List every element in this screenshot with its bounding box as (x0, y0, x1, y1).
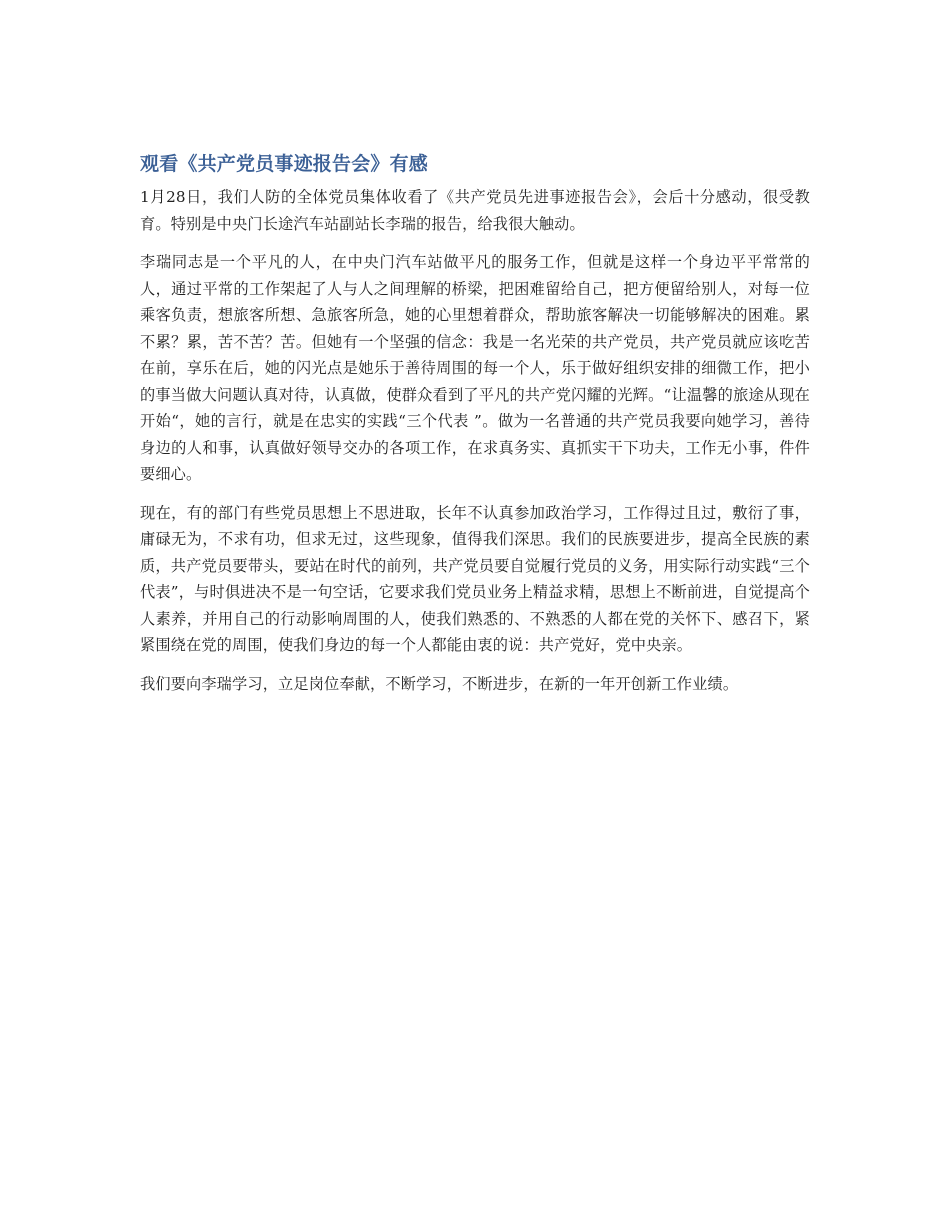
document-page (140, 148, 810, 709)
paragraph-reflection: 现在，有的部门有些党员思想上不思进取，长年不认真参加政治学习，工作得过且过，敷衍了事，庸碌无为，不求有功，但求无过，这些现象，值得我们深思。我们的民族要进步，提高全民族的素质，共产党员要带头，要站在时代的前列，共产党员要自觉履行党员的义务，用实际行动实践“三个代表”，与时俱进决不是一句空话，它要求我们党员业务上精益求精，思想上不断前进，自觉提高个人素养，并用自己的行动影响周围的人，使我们熟悉的、不熟悉的人都在党的关怀下、感召下，紧紧围绕在党的周围，使我们身边的每一个人都能由衷的说：共产党好，党中央亲。 (140, 503, 810, 654)
paragraph-conclusion: 我们要向李瑞学习，立足岗位奉献，不断学习，不断进步，在新的一年开创新工作业绩。 (140, 674, 739, 693)
paragraph-intro: 1月28日，我们人防的全体党员集体收看了《共产党员先进事迹报告会》，会后十分感动，很受教育。特别是中央门长途汽车站副站长李瑞的报告，给我很大触动。 (140, 188, 810, 233)
document-title: 观看《共产党员事迹报告会》有感 (140, 153, 429, 175)
paragraph-li-rui: 李瑞同志是一个平凡的人，在中央门汽车站做平凡的服务工作，但就是这样一个身边平平常常的人，通过平常的工作架起了人与人之间理解的桥梁，把困难留给自己，把方便留给别人，对每一位乘客负责，想旅客所想、急旅客所急，她的心里想着群众，帮助旅客解决一切能够解决的困难。累不累？累，苦不苦？苦。但她有一个坚强的信念：我是一名光荣的共产党员，共产党员就应该吃苦在前，享乐在后，她的闪光点是她乐于善待周围的每一个人，乐于做好组织安排的细微工作，把小的事当做大问题认真对待，认真做，使群众看到了平凡的共产党闪耀的光辉。“让温馨的旅途从现在开始“，她的言行，就是在忠实的实践“三个代表 ”。做为一名普通的共产党员我要向她学习，善待身边的人和事，认真做好领导交办的各项工作，在求真务实、真抓实干下功夫，工作无小事，件件要细心。 (140, 253, 810, 483)
